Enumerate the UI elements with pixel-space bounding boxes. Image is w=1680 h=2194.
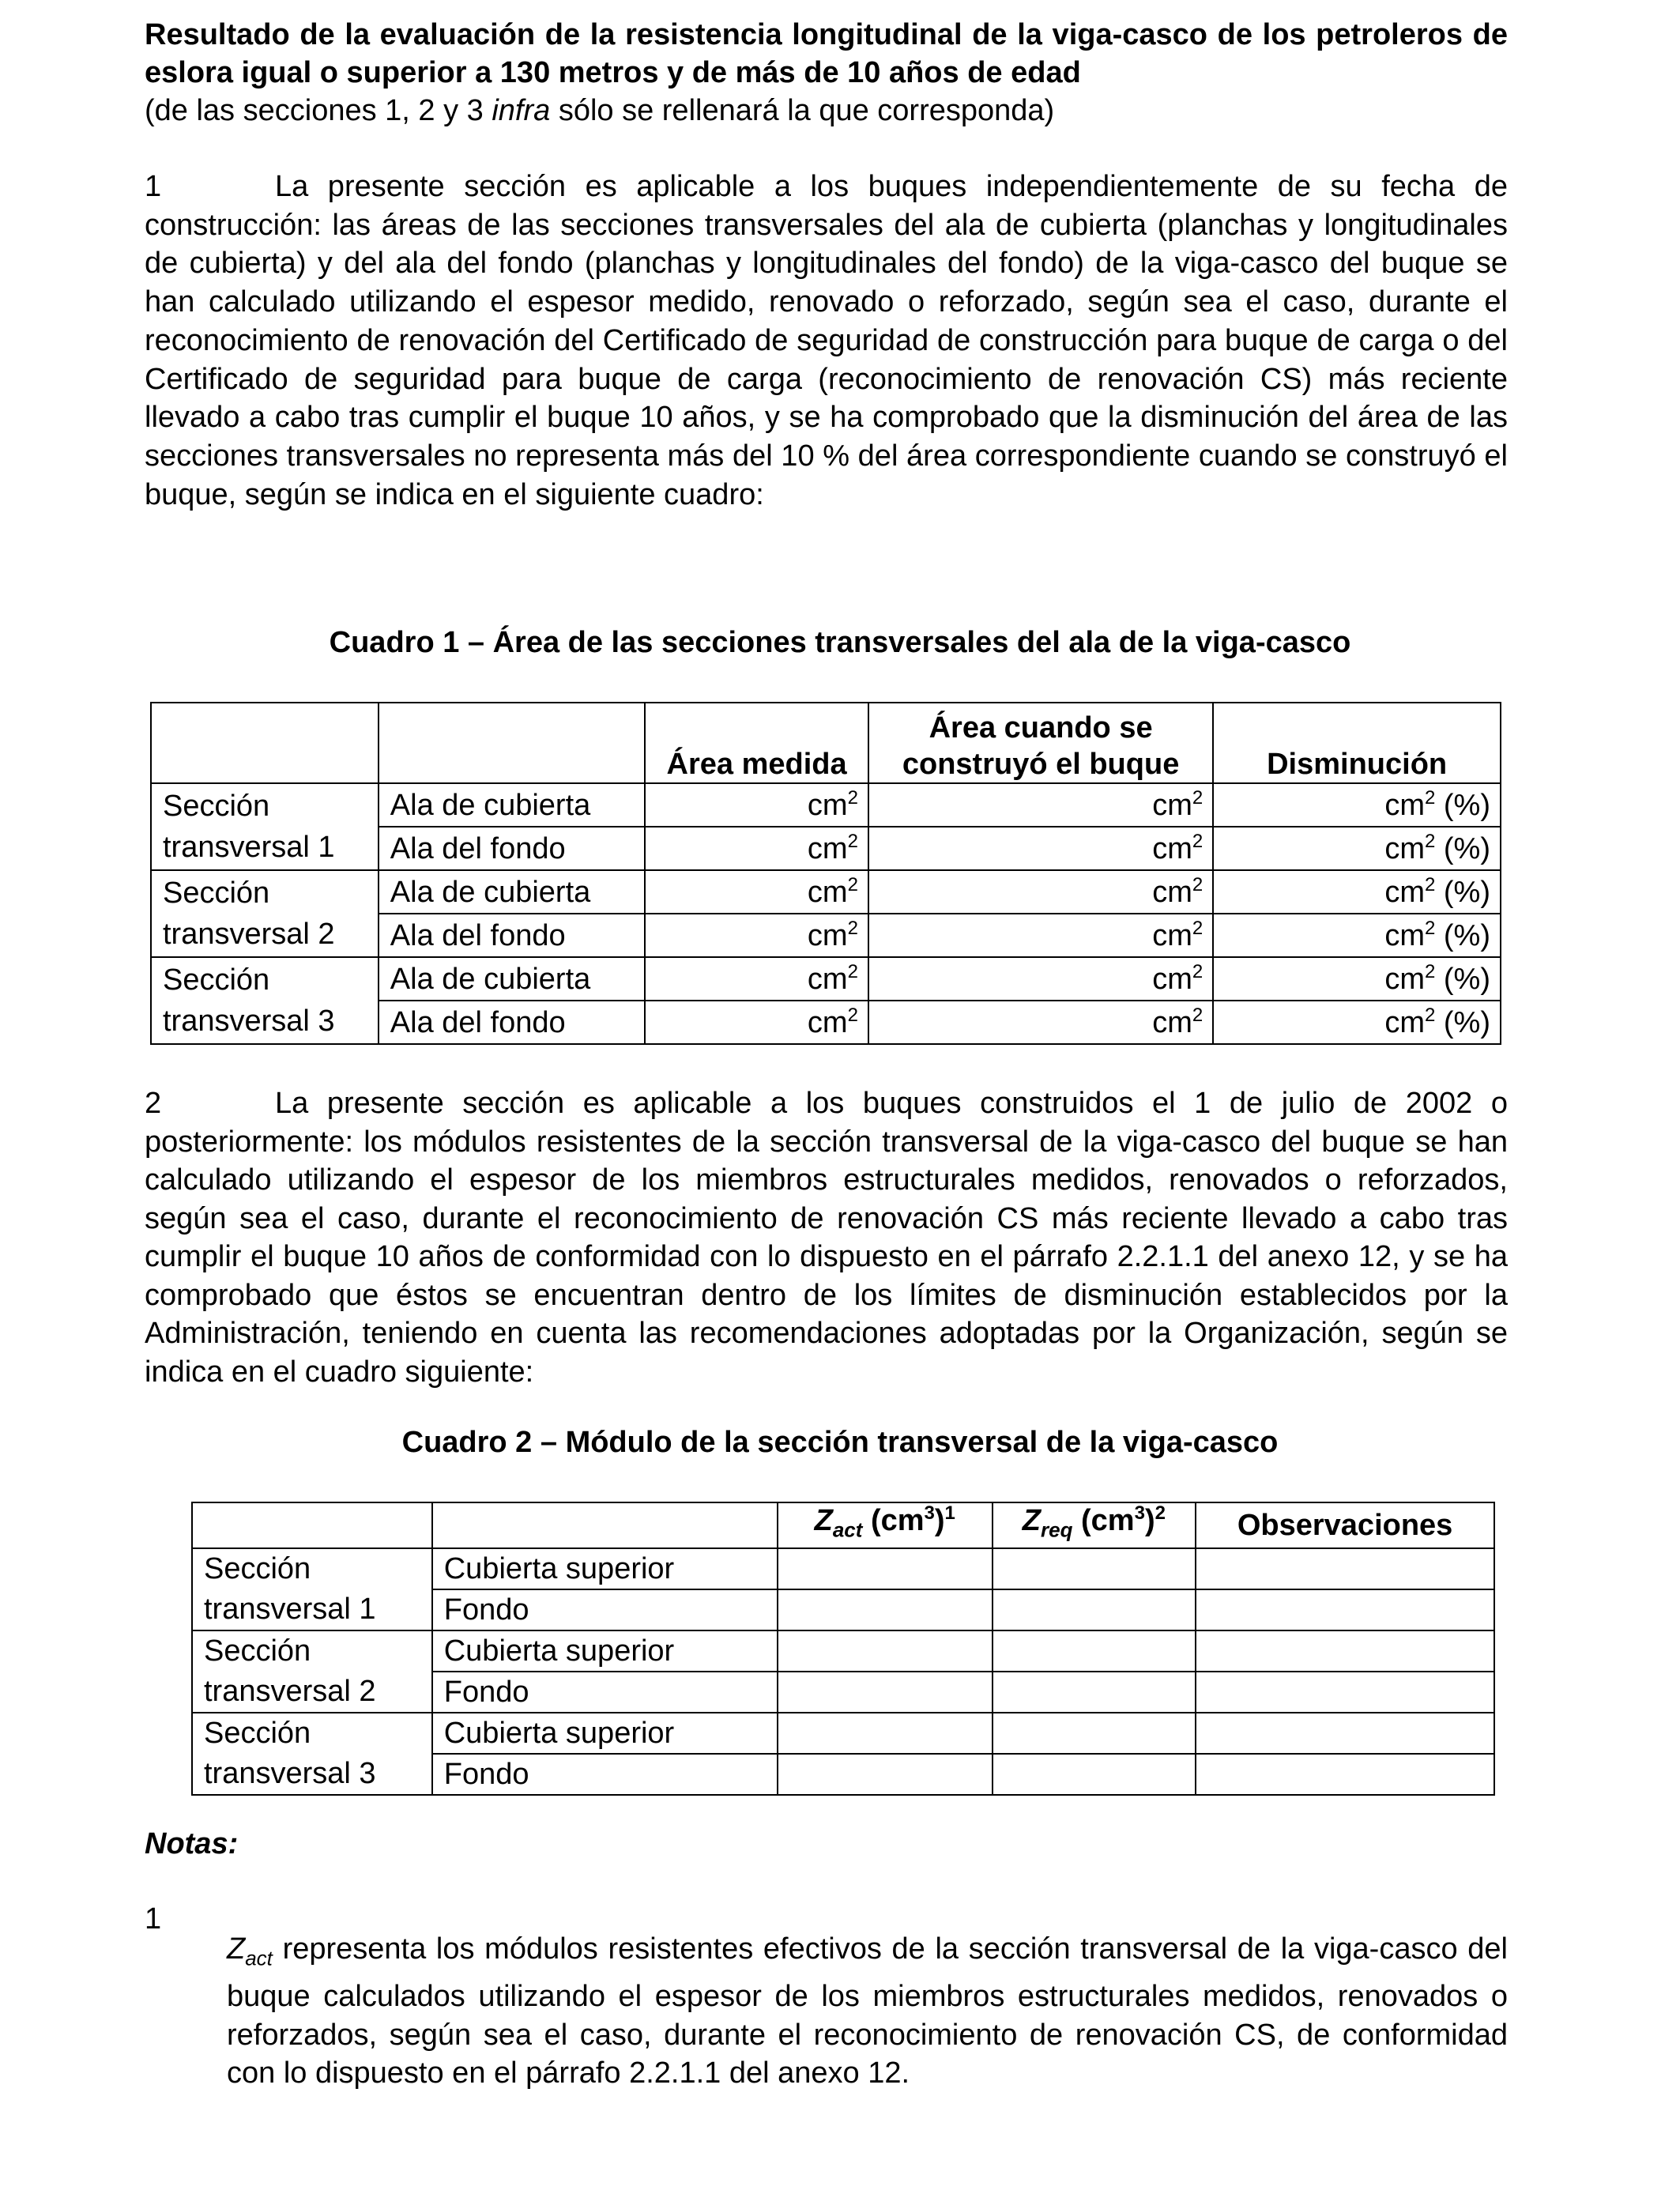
header-area-medida: Área medida xyxy=(645,703,868,783)
unit-percent: (%) xyxy=(1435,1005,1490,1039)
unit-exponent: 2 xyxy=(1424,1004,1436,1026)
title-block xyxy=(145,16,1508,130)
observaciones-cell[interactable] xyxy=(1196,1713,1494,1754)
z-symbol: Z xyxy=(227,1932,246,1966)
unit-text: cm xyxy=(807,788,848,822)
note-text xyxy=(227,1930,1508,2093)
unit-text: cm xyxy=(1152,962,1192,996)
z-symbol: Z xyxy=(1022,1504,1041,1537)
zreq-cell[interactable] xyxy=(993,1713,1196,1754)
unit-exponent: 3 xyxy=(924,1502,935,1524)
area-medida-cell[interactable] xyxy=(645,914,868,957)
row-label: Ala de cubierta xyxy=(379,870,646,914)
note-1 xyxy=(145,1900,1508,2123)
unit-percent: (%) xyxy=(1435,918,1490,952)
area-construido-cell[interactable] xyxy=(868,870,1213,914)
header-zreq xyxy=(993,1502,1196,1548)
unit-exponent: 2 xyxy=(1424,830,1436,852)
unit-exponent: 2 xyxy=(1192,873,1203,895)
unit-text: cm xyxy=(807,962,848,996)
header-empty xyxy=(192,1502,432,1548)
zreq-cell[interactable] xyxy=(993,1630,1196,1672)
unit-text: cm xyxy=(807,875,848,909)
disminucion-cell[interactable] xyxy=(1213,914,1501,957)
section-label: Sección transversal 3 xyxy=(192,1713,432,1795)
row-label: Ala de cubierta xyxy=(379,783,646,827)
zact-cell[interactable] xyxy=(778,1630,993,1672)
unit-text: cm xyxy=(1384,1005,1425,1039)
unit-percent: (%) xyxy=(1435,962,1490,996)
unit-exponent: 2 xyxy=(847,1004,858,1026)
note-body: representa los módulos resistentes efectivos de la sección transversal de la viga-casco del buque calculados utilizando el espesor de los miembros estructurales medidos, renovados o reforzados, según sea el caso, durante el reconocimiento de renovación CS, de conformidad con lo dispuesto en el párrafo 2.2.1.1 del anexo 12. xyxy=(227,1932,1508,2090)
observaciones-cell[interactable] xyxy=(1196,1589,1494,1630)
zreq-cell[interactable] xyxy=(993,1589,1196,1630)
area-construido-cell[interactable] xyxy=(868,827,1213,870)
section-text: La presente sección es aplicable a los buques independientemente de su fecha de construcción: las áreas de las secciones transversales del ala de cubierta (planchas y longitudinales de cubierta) y del ala del fondo (planchas y longitudinales del fondo) de la viga-casco del buque se han calculado utilizando el espesor medido, renovado o reforzado, según sea el caso, durante el reconocimiento de renovación del Certificado de seguridad de construcción para buque de carga o del Certificado de seguridad para buque de carga (reconocimiento de renovación CS) más reciente llevado a cabo tras cumplir el buque 10 años, y se ha comprobado que la disminución del área de las secciones transversales no representa más del 10 % del área correspondiente cuando se construyó el buque, según se indica en el siguiente cuadro: xyxy=(145,170,1508,511)
unit-percent: (%) xyxy=(1435,831,1490,865)
header-empty xyxy=(151,703,379,783)
unit-exponent: 2 xyxy=(1192,917,1203,939)
row-label: Cubierta superior xyxy=(432,1548,778,1589)
area-construido-cell[interactable] xyxy=(868,783,1213,827)
z-close: ) xyxy=(934,1504,945,1537)
section-label: Sección transversal 1 xyxy=(151,783,379,870)
disminucion-cell[interactable] xyxy=(1213,783,1501,827)
header-observaciones: Observaciones xyxy=(1196,1502,1494,1548)
observaciones-cell[interactable] xyxy=(1196,1672,1494,1713)
subtitle-text: (de las secciones 1, 2 y 3 xyxy=(145,94,492,127)
observaciones-cell[interactable] xyxy=(1196,1754,1494,1795)
row-label: Ala del fondo xyxy=(379,827,646,870)
area-construido-cell[interactable] xyxy=(868,914,1213,957)
zact-cell[interactable] xyxy=(778,1548,993,1589)
unit-exponent: 2 xyxy=(1424,873,1436,895)
table-row xyxy=(151,870,1501,914)
unit-text: cm xyxy=(1152,875,1192,909)
table-row xyxy=(192,1713,1494,1754)
unit-exponent: 2 xyxy=(847,917,858,939)
z-subscript: act xyxy=(832,1517,863,1542)
disminucion-cell[interactable] xyxy=(1213,870,1501,914)
area-medida-cell[interactable] xyxy=(645,783,868,827)
zreq-cell[interactable] xyxy=(993,1672,1196,1713)
zreq-cell[interactable] xyxy=(993,1754,1196,1795)
area-construido-cell[interactable] xyxy=(868,1001,1213,1044)
table-2 xyxy=(191,1502,1495,1796)
zact-cell[interactable] xyxy=(778,1672,993,1713)
area-medida-cell[interactable] xyxy=(645,827,868,870)
zact-cell[interactable] xyxy=(778,1589,993,1630)
unit-exponent: 2 xyxy=(1424,786,1436,809)
unit-text: cm xyxy=(1384,788,1425,822)
note-number: 1 xyxy=(145,1902,162,1936)
unit-exponent: 2 xyxy=(1192,786,1203,809)
row-label: Fondo xyxy=(432,1589,778,1630)
table-header-row xyxy=(151,703,1501,783)
table-row xyxy=(192,1630,1494,1672)
table-1 xyxy=(150,702,1501,1045)
disminucion-cell[interactable] xyxy=(1213,827,1501,870)
observaciones-cell[interactable] xyxy=(1196,1548,1494,1589)
header-empty xyxy=(379,703,646,783)
unit-exponent: 2 xyxy=(847,786,858,809)
footnote-ref: 2 xyxy=(1155,1502,1166,1524)
unit-text: cm xyxy=(807,918,848,952)
unit-text: cm xyxy=(1384,831,1425,865)
unit-text: cm xyxy=(1384,962,1425,996)
area-medida-cell[interactable] xyxy=(645,870,868,914)
document-subtitle xyxy=(145,92,1508,130)
unit-text: cm xyxy=(1384,918,1425,952)
unit-text: cm xyxy=(1152,788,1192,822)
unit-exponent: 2 xyxy=(1424,917,1436,939)
header-area-construido: Área cuando se construyó el buque xyxy=(868,703,1213,783)
unit-text: cm xyxy=(1384,875,1425,909)
notes-heading: Notas: xyxy=(145,1827,239,1860)
zact-cell[interactable] xyxy=(778,1754,993,1795)
unit-exponent: 2 xyxy=(1424,960,1436,982)
area-construido-cell[interactable] xyxy=(868,957,1213,1001)
z-subscript: act xyxy=(245,1946,273,1970)
subtitle-text-end: sólo se rellenará la que corresponda) xyxy=(550,94,1055,127)
row-label: Ala de cubierta xyxy=(379,957,646,1001)
row-label: Fondo xyxy=(432,1754,778,1795)
table-2-caption: Cuadro 2 – Módulo de la sección transversal de la viga-casco xyxy=(401,1426,1279,1459)
row-label: Cubierta superior xyxy=(432,1713,778,1754)
row-label: Ala del fondo xyxy=(379,914,646,957)
section-1-paragraph xyxy=(145,168,1508,514)
z-subscript: req xyxy=(1040,1517,1073,1542)
section-2-paragraph xyxy=(145,1084,1508,1391)
subtitle-italic: infra xyxy=(492,94,551,127)
area-medida-cell[interactable] xyxy=(645,957,868,1001)
row-label: Cubierta superior xyxy=(432,1630,778,1672)
z-unit: (cm xyxy=(862,1504,925,1537)
section-text: La presente sección es aplicable a los buques construidos el 1 de julio de 2002 o posteriormente: los módulos resistentes de la sección transversal de la viga-casco del buque se han calculado utilizando el espesor de los miembros estructurales medidos, renovados o reforzados, según sea el caso, durante el reconocimiento de renovación CS más reciente llevado a cabo tras cumplir el buque 10 años de conformidad con lo dispuesto en el párrafo 2.2.1.1 del anexo 12, y se ha comprobado que éstos se encuentran dentro de los límites de disminución establecidos por la Administración, teniendo en cuenta las recomendaciones adoptadas por la Organización, según se indica en el cuadro siguiente: xyxy=(145,1087,1508,1389)
disminucion-cell[interactable] xyxy=(1213,957,1501,1001)
section-label: Sección transversal 2 xyxy=(192,1630,432,1713)
unit-text: cm xyxy=(1152,1005,1192,1039)
row-label: Fondo xyxy=(432,1672,778,1713)
unit-percent: (%) xyxy=(1435,788,1490,822)
section-label: Sección transversal 1 xyxy=(192,1548,432,1630)
disminucion-cell[interactable] xyxy=(1213,1001,1501,1044)
z-close: ) xyxy=(1144,1504,1155,1537)
table-row xyxy=(192,1548,1494,1589)
header-disminucion: Disminución xyxy=(1213,703,1501,783)
row-label: Ala del fondo xyxy=(379,1001,646,1044)
table-header-row xyxy=(192,1502,1494,1548)
header-empty xyxy=(432,1502,778,1548)
unit-exponent: 2 xyxy=(847,830,858,852)
unit-exponent: 2 xyxy=(1192,960,1203,982)
table-row xyxy=(151,957,1501,1001)
unit-text: cm xyxy=(807,1005,848,1039)
unit-text: cm xyxy=(807,831,848,865)
area-medida-cell[interactable] xyxy=(645,1001,868,1044)
section-number: 2 xyxy=(145,1087,162,1120)
footnote-ref: 1 xyxy=(944,1502,955,1524)
z-symbol: Z xyxy=(814,1504,833,1537)
header-zact xyxy=(778,1502,993,1548)
unit-exponent: 2 xyxy=(1192,1004,1203,1026)
z-unit: (cm xyxy=(1072,1504,1135,1537)
unit-text: cm xyxy=(1152,831,1192,865)
unit-text: cm xyxy=(1152,918,1192,952)
unit-exponent: 2 xyxy=(1192,830,1203,852)
unit-exponent: 3 xyxy=(1134,1502,1145,1524)
table-1-caption: Cuadro 1 – Área de las secciones transversales del ala de la viga-casco xyxy=(329,626,1351,659)
observaciones-cell[interactable] xyxy=(1196,1630,1494,1672)
section-label: Sección transversal 3 xyxy=(151,957,379,1044)
zact-cell[interactable] xyxy=(778,1713,993,1754)
table-row xyxy=(151,783,1501,827)
section-number: 1 xyxy=(145,170,162,203)
zreq-cell[interactable] xyxy=(993,1548,1196,1589)
section-label: Sección transversal 2 xyxy=(151,870,379,957)
unit-percent: (%) xyxy=(1435,875,1490,909)
document-title: Resultado de la evaluación de la resistencia longitudinal de la viga-casco de los petroleros de eslora igual o superior a 130 metros y de más de 10 años de edad xyxy=(145,18,1508,89)
unit-exponent: 2 xyxy=(847,873,858,895)
unit-exponent: 2 xyxy=(847,960,858,982)
